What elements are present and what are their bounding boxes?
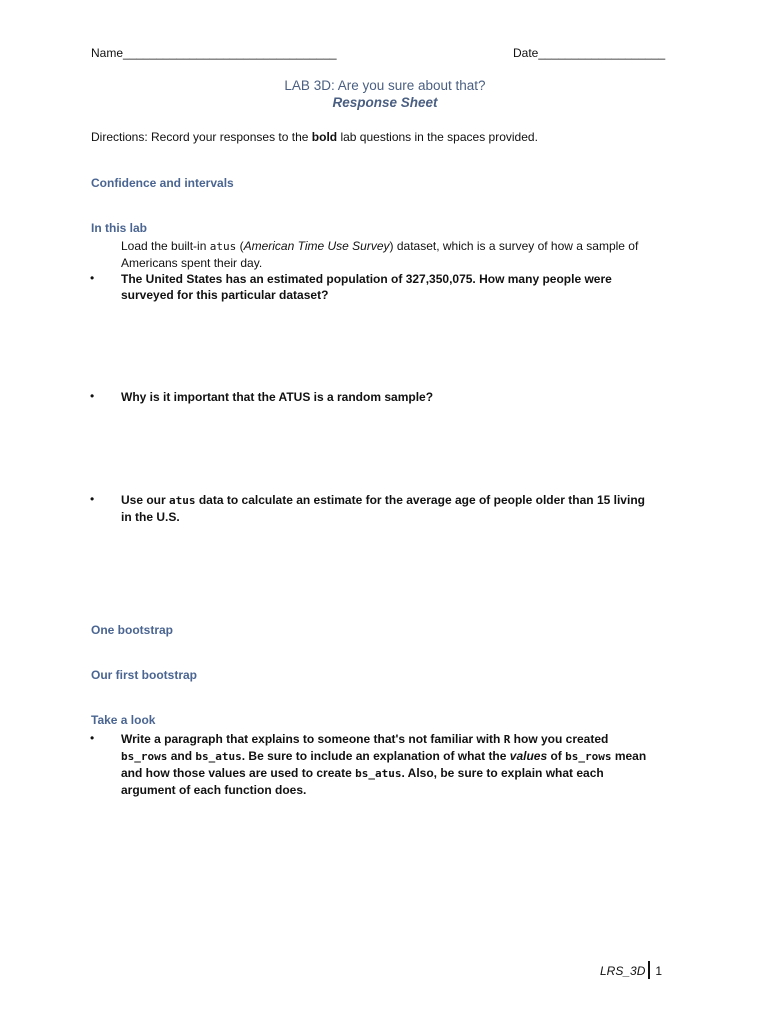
heading-our-first-bootstrap: Our first bootstrap [91, 668, 198, 682]
directions-bold-word: bold [311, 130, 338, 144]
q4-code-bs-rows: bs_rows [121, 750, 168, 763]
footer-divider [648, 961, 650, 979]
q4-line4: argument of each function does. [121, 783, 307, 797]
question-3 [121, 492, 681, 525]
name-label: Name [91, 46, 124, 60]
document-title [0, 77, 770, 111]
intro-text-c: ) dataset, which is a survey of how a sample of [389, 239, 639, 253]
question-1 [121, 271, 681, 303]
q4-l2-text-a: and [167, 749, 196, 763]
intro-line2: Americans spent their day. [121, 256, 263, 270]
page-number: 1 [655, 964, 663, 978]
intro-paragraph [121, 238, 681, 271]
q4-code-bs-atus: bs_atus [195, 750, 242, 763]
bullet-q4: • [90, 731, 95, 745]
title-main: LAB 3D: Are you sure about that? [284, 78, 486, 93]
bullet-q1: • [90, 271, 95, 285]
directions [91, 130, 538, 144]
q4-l1-text-b: how you created [510, 732, 609, 746]
bullet-q2: • [90, 389, 95, 403]
directions-prefix: Directions: Record your responses to the [91, 130, 312, 144]
q1-line1: The United States has an estimated population of 327,350,075. How many people were [121, 272, 612, 286]
heading-in-this-lab: In this lab [91, 221, 148, 235]
q3-text-b: data to calculate an estimate for the average age of people older than 15 living [195, 493, 645, 507]
page-footer [600, 961, 662, 979]
heading-confidence: Confidence and intervals [91, 176, 234, 190]
q4-code-bs-rows-2: bs_rows [565, 750, 612, 763]
directions-suffix: lab questions in the spaces provided. [337, 130, 538, 144]
heading-one-bootstrap: One bootstrap [91, 623, 174, 637]
q4-l3-text-b: . Also, be sure to explain what each [401, 766, 604, 780]
q4-l1-text-a: Write a paragraph that explains to someone that's not familiar with [121, 732, 504, 746]
question-4 [121, 731, 681, 798]
q3-code-atus: atus [169, 494, 196, 507]
q4-code-bs-atus-2: bs_atus [355, 767, 402, 780]
date-label: Date [513, 46, 539, 60]
intro-text-b: ( [236, 239, 244, 253]
q1-line2: surveyed for this particular dataset? [121, 288, 329, 302]
heading-take-a-look: Take a look [91, 713, 156, 727]
date-field[interactable] [513, 46, 665, 60]
footer-label: LRS_3D [600, 964, 646, 978]
bullet-q3: • [90, 492, 95, 506]
q4-code-r: R [503, 733, 511, 746]
q4-italic-values: values [509, 749, 548, 763]
q3-line2: in the U.S. [121, 510, 180, 524]
q4-l3-text-a: and how those values are used to create [121, 766, 356, 780]
name-field[interactable] [91, 46, 337, 60]
q4-l2-text-c: of [547, 749, 566, 763]
title-subtitle: Response Sheet [332, 95, 438, 110]
q4-l2-text-d: mean [611, 749, 647, 763]
intro-text-a: Load the built-in [121, 239, 210, 253]
intro-italic: American Time Use Survey [243, 239, 390, 253]
name-blank[interactable]: ________________________________ [123, 46, 337, 60]
q4-l2-text-b: . Be sure to include an explanation of what the [241, 749, 510, 763]
question-2: Why is it important that the ATUS is a random sample? [121, 390, 434, 404]
date-blank[interactable]: ___________________ [538, 46, 666, 60]
q3-text-a: Use our [121, 493, 170, 507]
intro-code-atus: atus [209, 240, 237, 253]
